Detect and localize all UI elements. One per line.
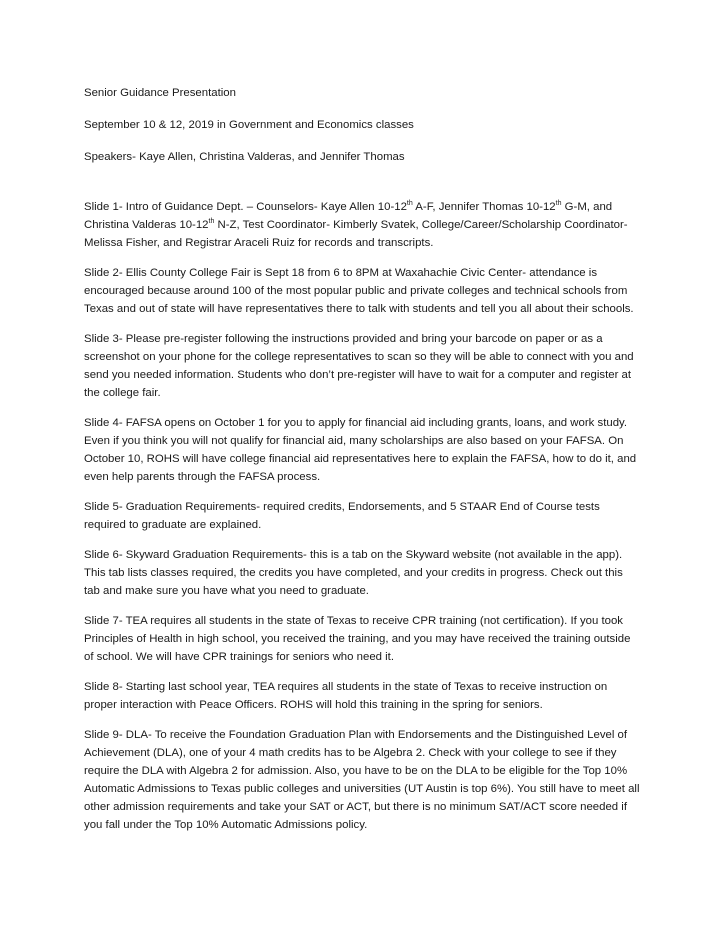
slide-3-paragraph: Slide 3- Please pre-register following the instructions provided and bring your barcode on paper or as a screenshot on your phone for the college representatives to scan so they will be able to connect with you and send you needed information. Students who don’t pre-register will have to wait for a computer and register at the college fair. — [84, 333, 634, 399]
speakers-line: Speakers- Kaye Allen, Christina Valderas, and Jennifer Thomas — [84, 151, 405, 163]
slide-9-paragraph: Slide 9- DLA- To receive the Foundation Graduation Plan with Endorsements and the Distinguished Level of Achievement (DLA), one of your 4 math credits has to be Algebra 2. Check with your college to see if they require the DLA with Algebra 2 for admission. Also, you have to be on the DLA to be eligible for the Top 10% Automatic Admissions to Texas public colleges and universities (UT Austin is top 6%). You still have to meet all other admission requirements and take your SAT or ACT, but there is no minimum SAT/ACT score needed if you fall under the Top 10% Automatic Admissions policy. — [84, 729, 640, 831]
slide-5-paragraph: Slide 5- Graduation Requirements- required credits, Endorsements, and 5 STAAR End of Course tests required to graduate are explained. — [84, 501, 600, 531]
slide-8-paragraph: Slide 8- Starting last school year, TEA requires all students in the state of Texas to receive instruction on proper interaction with Peace Officers. ROHS will hold this training in the spring for seniors. — [84, 681, 608, 711]
spacer — [84, 180, 640, 198]
document-page — [84, 84, 640, 846]
slide-1-paragraph: Slide 1- Intro of Guidance Dept. – Counselors- Kaye Allen 10-12th A-F, Jennifer Thomas 10-12th G-M, and Christina Valderas 10-12th N-Z, Test Coordinator- Kimberly Svatek, College/Career/Scholarship Coordinator- Melissa Fisher, and Registrar Araceli Ruiz for records and transcripts. — [84, 200, 628, 249]
slide-4-paragraph: Slide 4- FAFSA opens on October 1 for you to apply for financial aid including grants, loans, and work study. Even if you think you will not qualify for financial aid, many scholarships are also based on your FAFSA. On October 10, ROHS will have college financial aid representatives here to explain the FAFSA, how to do it, and even help parents through the FAFSA process. — [84, 417, 637, 483]
slide-6-paragraph: Slide 6- Skyward Graduation Requirements- this is a tab on the Skyward website (not available in the app). This tab lists classes required, the credits you have completed, and your credits in progress. Check out this tab and make sure you have what you need to graduate. — [84, 549, 623, 597]
presentation-date: September 10 & 12, 2019 in Government and Economics classes — [84, 119, 414, 131]
slide-2-paragraph: Slide 2- Ellis County College Fair is Sept 18 from 6 to 8PM at Waxahachie Civic Center- attendance is encouraged because around 100 of the most popular public and private colleges and technical schools from Texas and out of state will have representatives there to talk with students and tell you all about their schools. — [84, 267, 634, 315]
slide-7-paragraph: Slide 7- TEA requires all students in the state of Texas to receive CPR training (not certification). If you took Principles of Health in high school, you received the training, and you may have received the training outside of school. We will have CPR trainings for seniors who need it. — [84, 615, 631, 663]
document-title: Senior Guidance Presentation — [84, 87, 236, 99]
